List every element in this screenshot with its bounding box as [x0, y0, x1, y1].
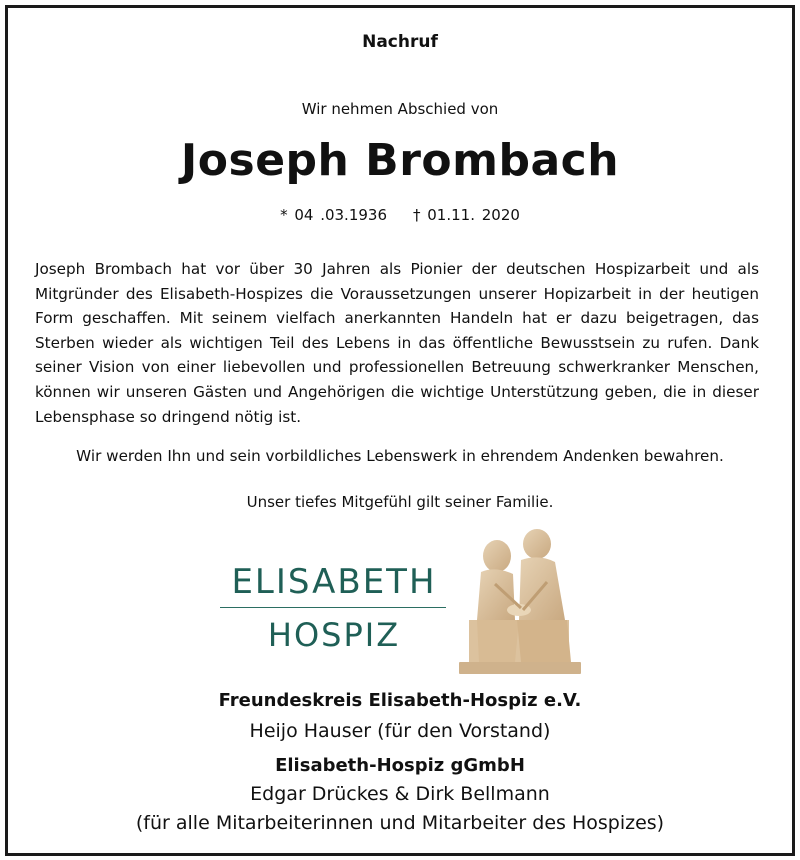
remembrance-line: Wir werden Ihn und sein vorbildliches Lebenswerk in ehrendem Andenken bewahren.	[76, 447, 724, 465]
logo-divider	[220, 607, 446, 608]
life-dates	[0, 206, 800, 224]
signatory-ggmbh: Edgar Drückes & Dirk Bellmann	[250, 783, 550, 805]
org-name-ggmbh: Elisabeth-Hospiz gGmbH	[275, 755, 525, 776]
death-date: † 01.11. 2020	[413, 206, 520, 224]
hospiz-logo	[214, 560, 454, 660]
intro-line: Wir nehmen Abschied von	[301, 100, 499, 118]
sympathy-line: Unser tiefes Mitgefühl gilt seiner Familie.	[246, 493, 554, 511]
obituary-text	[35, 257, 759, 429]
org-name-freundeskreis: Freundeskreis Elisabeth-Hospiz e.V.	[218, 690, 582, 711]
obituary-paragraph: Joseph Brombach hat vor über 30 Jahren als Pionier der deutschen Hospizarbeit und als Mitgründer des Elisabeth-Hospizes die Voraussetzungen unserer Hopizarbeit in der heutigen Form geschaffen. Mit seinem vielfach anerkannten Handeln hat er dazu beigetragen, das Sterben wieder als wichtigen Teil des Lebens in das öffentliche Bewusstsein zu rufen. Dank seiner Vision von einer liebevollen und professionellen Betreuung schwerkranker Menschen, können wir unseren Gästen und Angehörigen die wichtige Unterstützung geben, die in dieser Lebensphase so dringend nötig ist.	[35, 260, 759, 426]
signatory-freundeskreis: Heijo Hauser (für den Vorstand)	[249, 720, 551, 742]
deceased-name: Joseph Brombach	[180, 135, 620, 186]
notice-heading: Nachruf	[362, 32, 438, 52]
birth-date: * 04 .03.1936	[280, 206, 387, 224]
sculpture-image	[455, 524, 585, 676]
logo-line-2: HOSPIZ	[267, 616, 401, 654]
staff-note: (für alle Mitarbeiterinnen und Mitarbeiter des Hospizes)	[135, 812, 665, 834]
logo-line-1: ELISABETH	[231, 562, 437, 602]
